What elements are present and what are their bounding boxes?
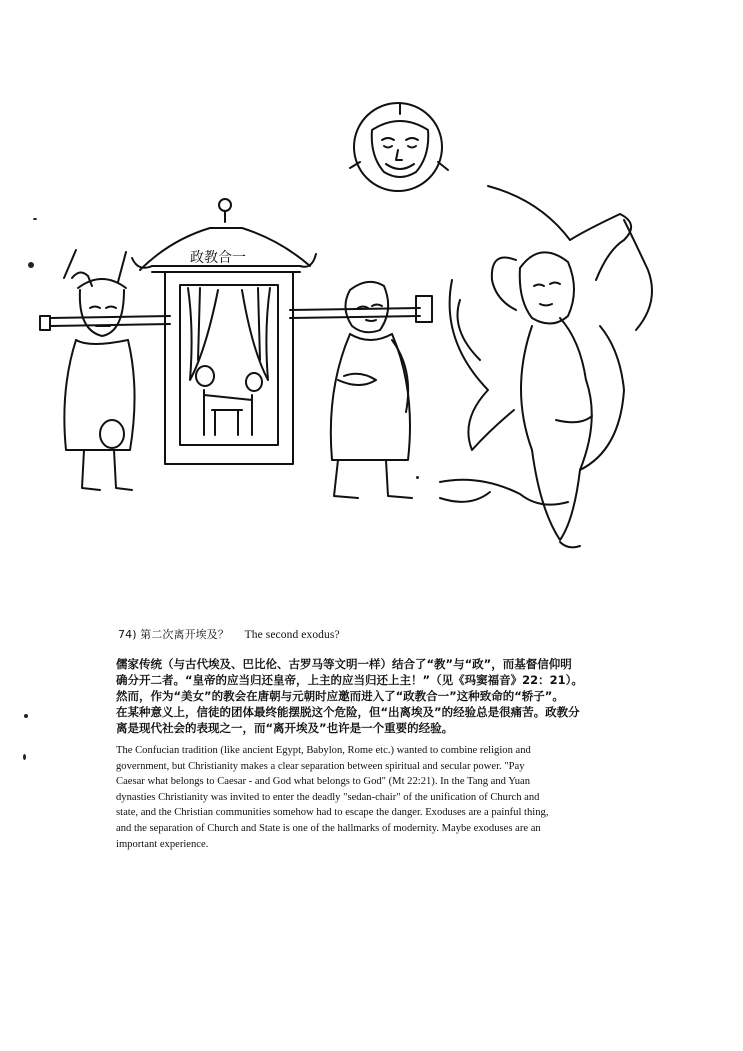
english-line: important experience. (116, 838, 209, 850)
chinese-line: 确分开二者。“皇帝的应当归还皇帝，上主的应当归还上主！”（见《玛窦福音》22：21）。 (116, 673, 583, 687)
chinese-line: 离是现代社会的表现之一，而“离开埃及”也许是一个重要的经验。 (116, 721, 454, 735)
caption-number-zh: 74) 第二次离开埃及？ (118, 628, 229, 641)
english-line: dynasties Christianity was invited to enter the deadly "sedan-chair" of the unification of Church and (116, 791, 540, 803)
christ-head-figure (350, 103, 448, 191)
english-line: and the separation of Church and State is one of the hallmarks of modernity. Maybe exoduses are an (116, 822, 541, 834)
scan-speck (28, 262, 34, 268)
english-line: state, and the Christian communities somehow had to escape the danger. Exoduses are a painful thing, (116, 807, 549, 819)
sedan-sign-text: 政教合一 (190, 250, 246, 266)
scan-speck (416, 476, 419, 479)
english-paragraph (116, 743, 638, 852)
woman-figure (440, 186, 652, 547)
chinese-line: 儒家传统（与古代埃及、巴比伦、古罗马等文明一样）结合了“教”与“政”，而基督信仰明 (116, 657, 572, 671)
english-line: The Confucian tradition (like ancient Egypt, Babylon, Rome etc.) wanted to combine religion and (116, 745, 531, 756)
left-porter-figure (40, 250, 135, 490)
chinese-line: 然而，作为“美女”的教会在唐朝与元朝时应邀而进入了“政教合一”这种致命的“轿子”。 (116, 689, 564, 703)
english-line: government, but Christianity makes a clear separation between spiritual and secular power. "Pay (116, 760, 525, 772)
scan-speck (24, 714, 28, 718)
right-porter-figure (331, 282, 432, 498)
chinese-line: 在某种意义上，信徒的团体最终能摆脱这个危险，但“出离埃及”的经验总是很痛苦。政教分 (116, 705, 580, 719)
figure-caption (118, 626, 340, 642)
sedan-chair-illustration (20, 90, 700, 560)
caption-en: The second exodus? (244, 629, 340, 641)
scan-speck (23, 754, 26, 760)
chinese-paragraph (116, 656, 636, 736)
scan-speck (33, 218, 37, 220)
english-line: Caesar what belongs to Caesar - and God what belongs to God" (Mt 22:21). In the Tang and Yuan (116, 776, 531, 788)
